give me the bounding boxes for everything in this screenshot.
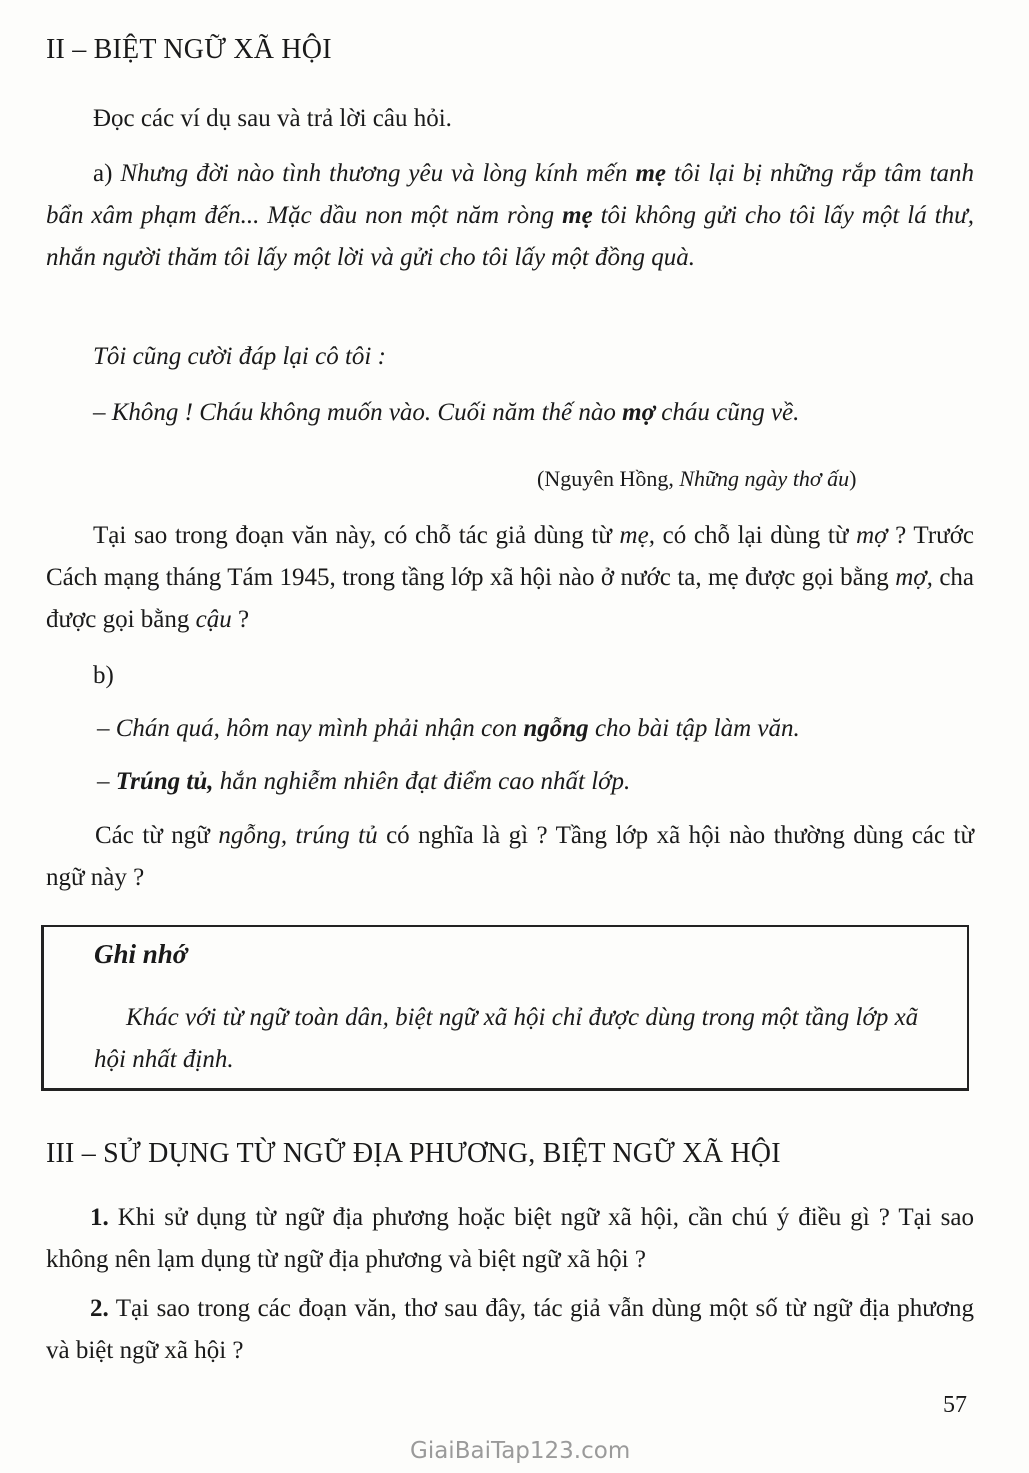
page-number: 57	[943, 1392, 967, 1418]
question-1: 1. Khi sử dụng từ ngữ địa phương hoặc biệt ngữ xã hội, cần chú ý điều gì ? Tại sao không nên lạm dụng từ ngữ địa phương và biệt ngữ xã hội ?	[46, 1204, 975, 1273]
question-2: 2. Tại sao trong các đoạn văn, thơ sau đây, tác giả vẫn dùng một số từ ngữ địa phương và biệt ngữ xã hội ?	[46, 1295, 974, 1364]
section-2-intro: Đọc các ví dụ sau và trả lời câu hỏi.	[93, 105, 452, 132]
note-text: Khác với từ ngữ toàn dân, biệt ngữ xã hội chỉ được dùng trong một tầng lớp xã hội nhất định.	[94, 1004, 919, 1073]
note-title: Ghi nhớ	[94, 939, 188, 969]
example-b-line-1: – Chán quá, hôm nay mình phải nhận con ngỗng cho bài tập làm văn.	[97, 715, 800, 742]
example-a-line-3: – Không ! Cháu không muốn vào. Cuối năm thế nào mợ cháu cũng về.	[93, 399, 800, 426]
question-b: Các từ ngữ ngỗng, trúng tủ có nghĩa là gì ? Tầng lớp xã hội nào thường dùng các từ ngữ này ?	[46, 822, 975, 891]
term-me-1: mẹ	[635, 160, 667, 187]
term-me-2: mẹ	[562, 202, 593, 229]
term-mo: mợ	[622, 399, 656, 426]
example-b-line-2: – Trúng tủ, hắn nghiễm nhiên đạt điểm cao nhất lớp.	[97, 768, 631, 795]
watermark: GiaiBaiTap123.com	[410, 1438, 631, 1464]
term-ngong: ngỗng	[523, 715, 589, 742]
note-box	[41, 925, 969, 1091]
example-b-label: b)	[93, 662, 114, 689]
section-3-heading: III – SỬ DỤNG TỪ NGỮ ĐỊA PHƯƠNG, BIỆT NGỮ XÃ HỘI	[46, 1138, 781, 1169]
citation: (Nguyên Hồng, Những ngày thơ ấu)	[537, 466, 857, 491]
example-a-passage: a) Nhưng đời nào tình thương yêu và lòng kính mến mẹ tôi lại bị những rắp tâm tanh bẩn xâm phạm đến... Mặc dầu non một năm ròng mẹ tôi không gửi cho tôi lấy một lá thư, nhắn người thăm tôi lấy một lời và gửi cho tôi lấy một đồng quà.	[46, 160, 975, 271]
example-a-line-2: Tôi cũng cười đáp lại cô tôi :	[93, 343, 386, 370]
term-trung-tu: Trúng tủ,	[115, 768, 214, 795]
section-2-heading: II – BIỆT NGỮ XÃ HỘI	[46, 34, 332, 65]
question-a: Tại sao trong đoạn văn này, có chỗ tác giả dùng từ mẹ, có chỗ lại dùng từ mợ ? Trước Cách mạng tháng Tám 1945, trong tầng lớp xã hội nào ở nước ta, mẹ được gọi bằng mợ, cha được gọi bằng cậu ?	[46, 522, 975, 633]
